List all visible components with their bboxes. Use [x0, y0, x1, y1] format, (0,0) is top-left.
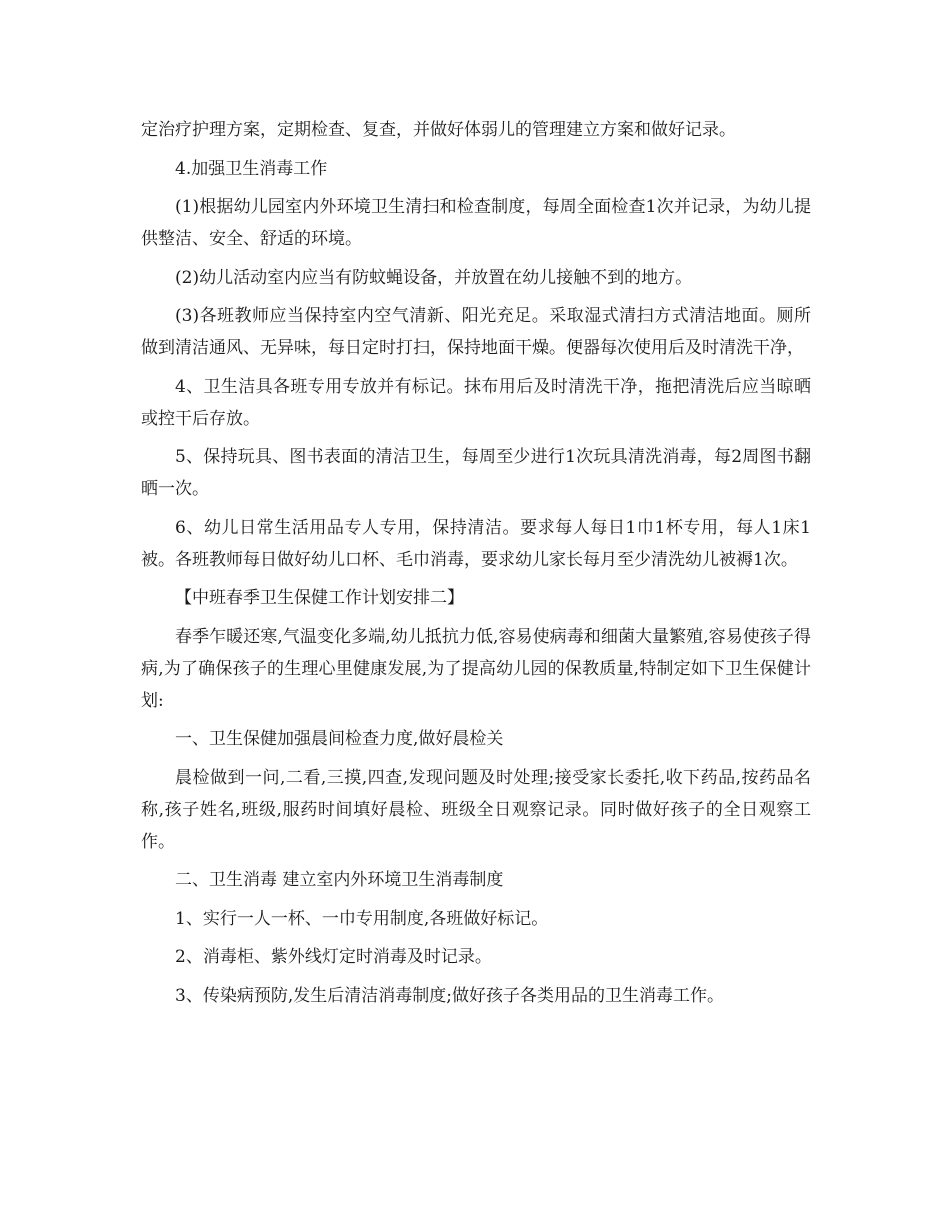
paragraph: 定治疗护理方案，定期检查、复查，并做好体弱儿的管理建立方案和做好记录。: [141, 120, 736, 140]
paragraph: 春季乍暖还寒,气温变化多端,幼儿抵抗力低,容易使病毒和细菌大量繁殖,容易使孩子得病,为了确保孩子的生理心里健康发展,为了提高幼儿园的保教质量,特制定如下卫生保健计划:: [141, 626, 811, 711]
paragraph: 5、保持玩具、图书表面的清洁卫生，每周至少进行1次玩具清洗消毒，每2周图书翻晒一次。: [141, 447, 811, 499]
list-item: 1、实行一人一杯、一巾专用制度,各班做好标记。: [175, 908, 549, 929]
paragraph: (1)根据幼儿园室内外环境卫生清扫和检查制度，每周全面检查1次并记录，为幼儿提供整洁、安全、舒适的环境。: [141, 197, 811, 249]
paragraph: 4、卫生洁具各班专用专放并有标记。抹布用后及时清洗干净，拖把清洗后应当晾晒或控干后存放。: [141, 376, 811, 429]
section-heading: 一、卫生保健加强晨间检查力度,做好晨检关: [175, 729, 504, 749]
list-item: 2、消毒柜、紫外线灯定时消毒及时记录。: [175, 947, 492, 967]
section-heading: 二、卫生消毒 建立室内外环境卫生消毒制度: [175, 870, 504, 890]
paragraph: (2)幼儿活动室内应当有防蚊蝇设备，并放置在幼儿接触不到的地方。: [175, 267, 693, 288]
section-title: 【中班春季卫生保健工作计划安排二】: [175, 588, 464, 608]
list-item: 3、传染病预防,发生后清洁消毒制度;做好孩子各类用品的卫生消毒工作。: [175, 985, 724, 1006]
paragraph: (3)各班教师应当保持室内空气清新、阳光充足。采取湿式清扫方式清洁地面。厕所做到清洁通风、无异味，每日定时打扫，保持地面干燥。便器每次使用后及时清洗干净，: [141, 306, 811, 358]
document-body: [141, 114, 811, 1018]
section-heading: 4.加强卫生消毒工作: [175, 158, 328, 179]
paragraph: 6、幼儿日常生活用品专人专用，保持清洁。要求每人每日1巾1杯专用，每人1床1被。各班教师每日做好幼儿口杯、毛巾消毒，要求幼儿家长每月至少清洗幼儿被褥1次。: [141, 517, 811, 570]
paragraph: 晨检做到一问,二看,三摸,四查,发现问题及时处理;接受家长委托,收下药品,按药品名称,孩子姓名,班级,服药时间填好晨检、班级全日观察记录。同时做好孩子的全日观察工作。: [141, 767, 811, 852]
